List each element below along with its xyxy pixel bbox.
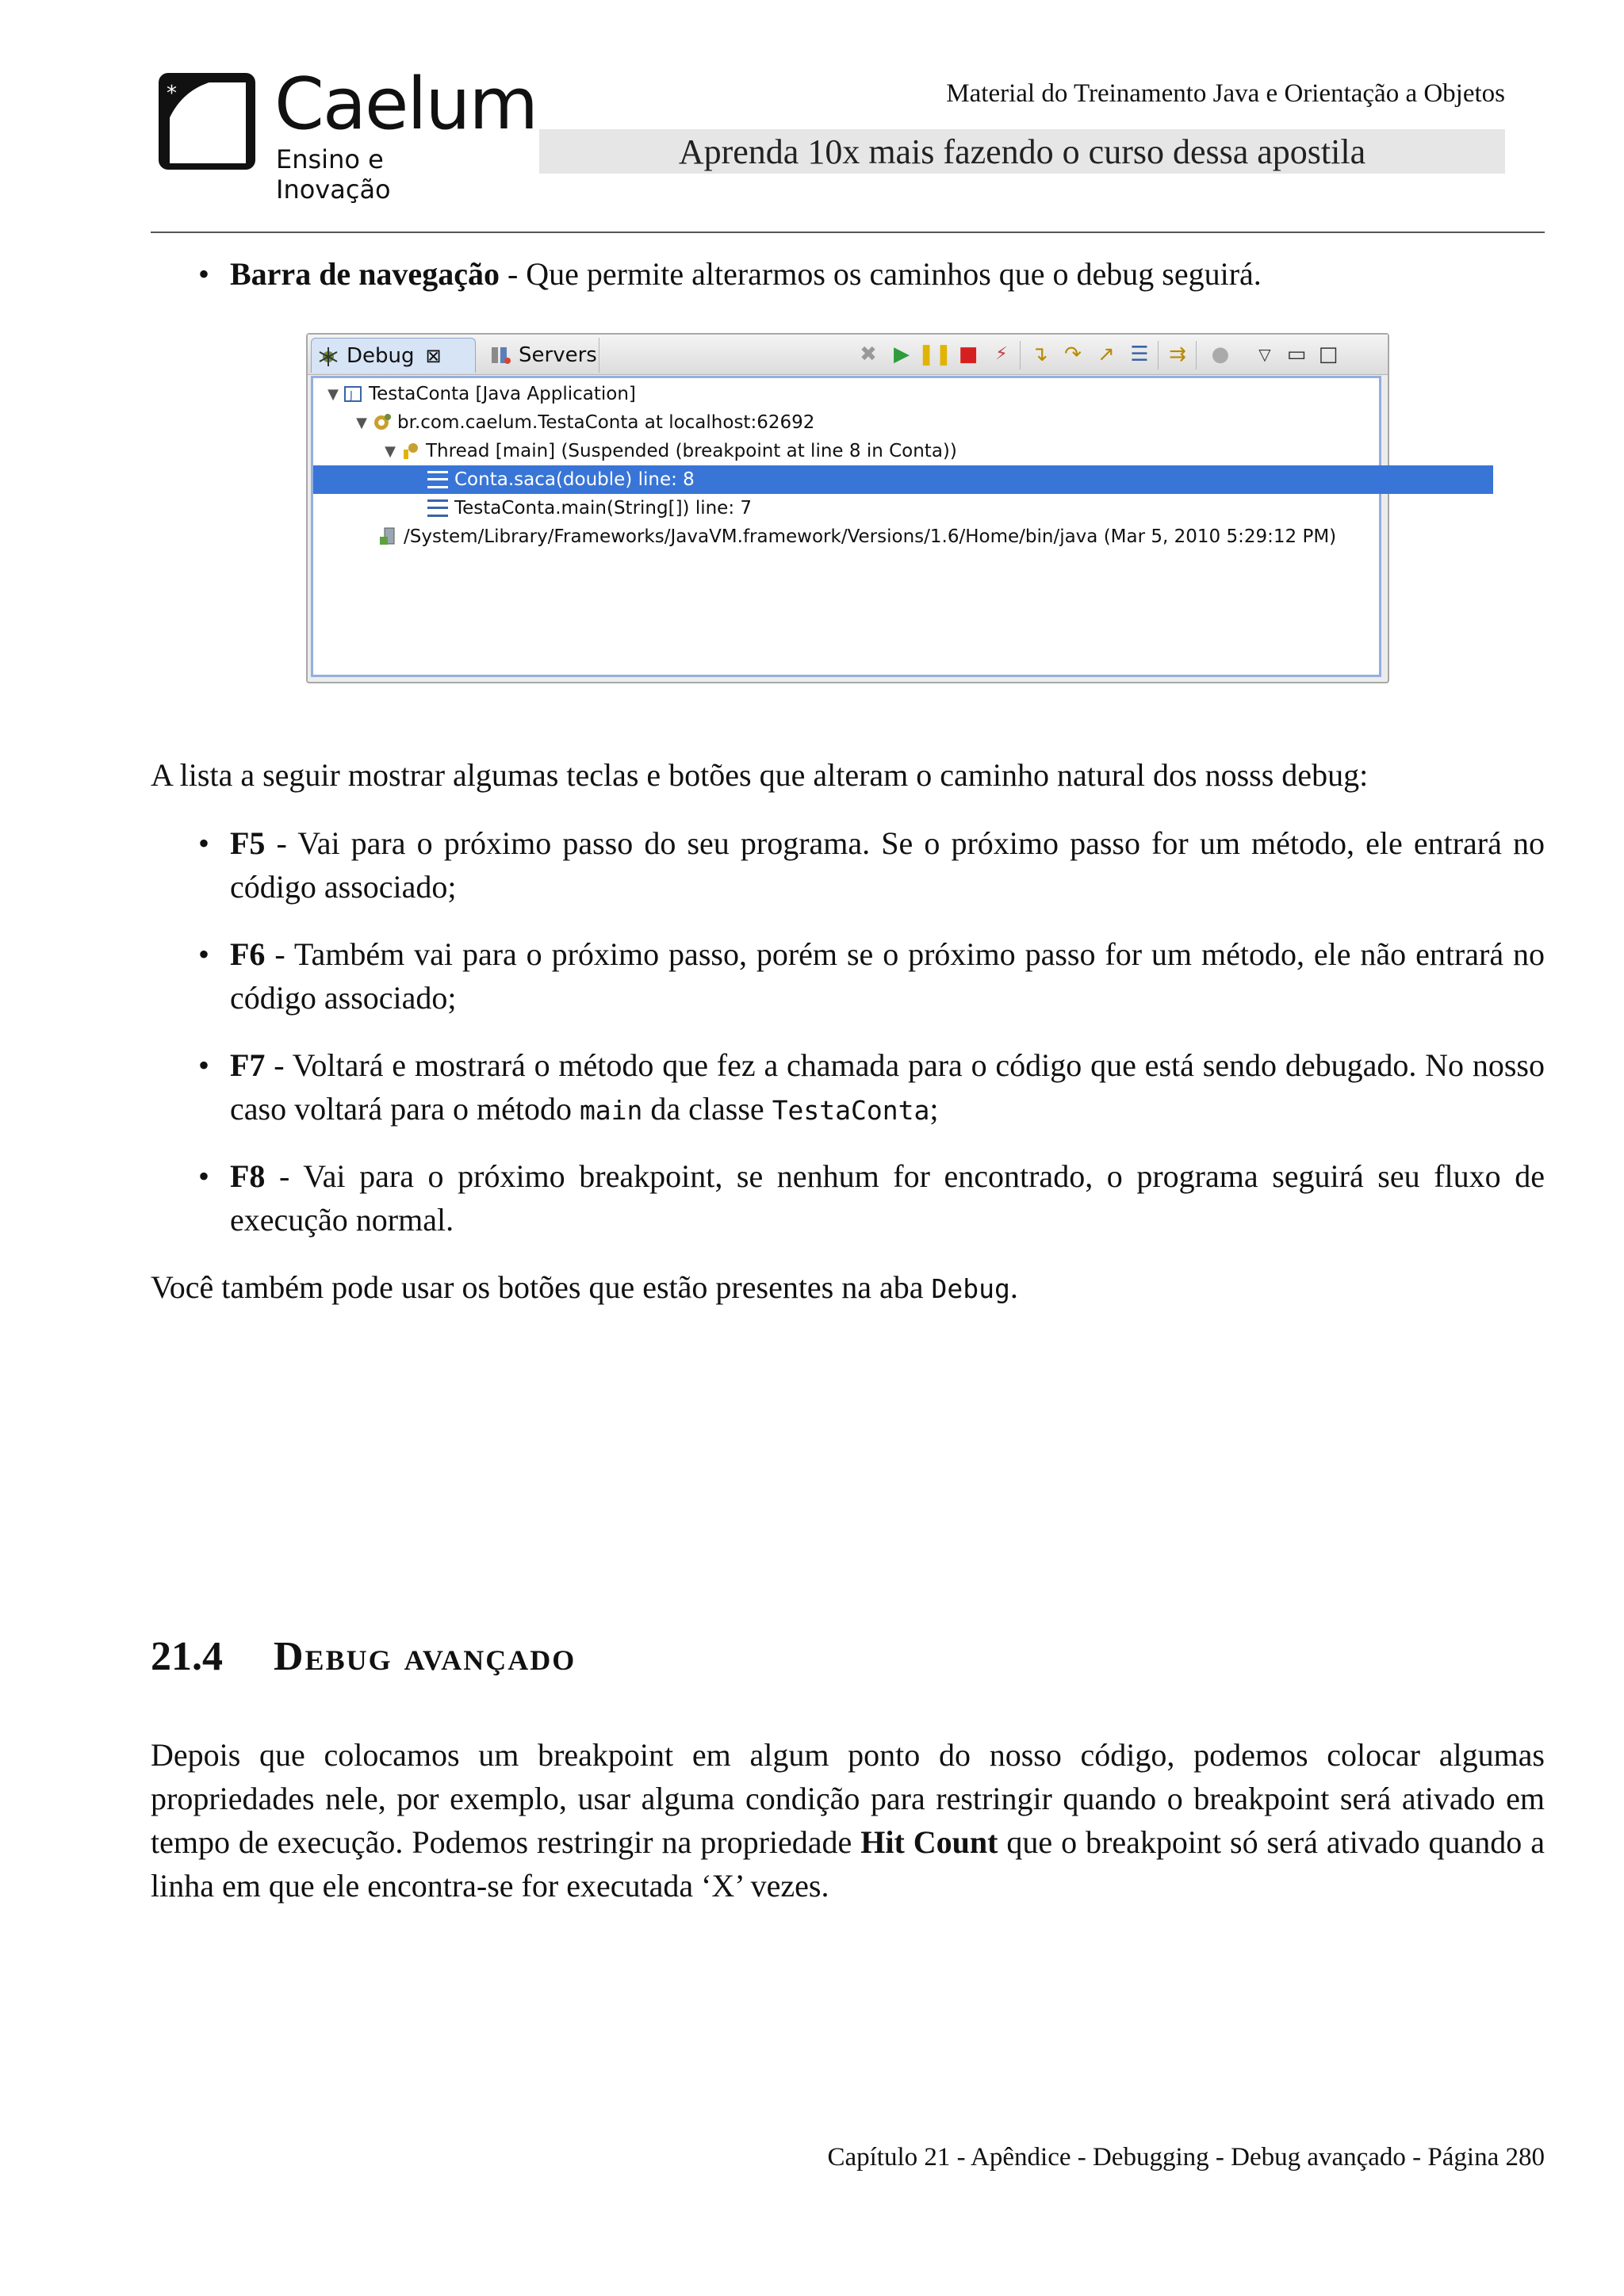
expand-arrow-icon[interactable]: ▼ xyxy=(385,442,396,460)
key-description: - Vai para o próximo passo do seu programa. Se o próximo passo for um método, ele entrará no código associado; xyxy=(230,825,1545,905)
key-f5-bullet xyxy=(230,821,1545,909)
drop-to-frame-icon[interactable]: ☰ xyxy=(1130,342,1149,366)
page-footer: Capítulo 21 - Apêndice - Debugging - Debug avançado - Página 280 xyxy=(827,2143,1545,2172)
maximize-icon[interactable]: □ xyxy=(1318,342,1339,366)
debug-view-screenshot xyxy=(306,333,1389,683)
process-icon xyxy=(377,526,399,548)
code-testaconta: TestaConta xyxy=(772,1095,930,1126)
caelum-logo xyxy=(155,63,538,205)
tab-servers-label: Servers xyxy=(519,343,597,367)
svg-text:J: J xyxy=(350,390,353,402)
tab-debug[interactable] xyxy=(311,338,476,373)
servers-icon xyxy=(488,343,512,367)
key-f7-bullet xyxy=(230,1043,1545,1132)
debug-tree xyxy=(311,376,1381,677)
paragraph-text: Depois que colocamos um breakpoint em algum ponto do nosso código, podemos colocar algumas propriedades nele, por exemplo, usar alguma condição para restringir quando o breakpoint será ativado em tempo de execução. Podemos restringir na propriedade xyxy=(151,1737,1545,1860)
key-label: F7 xyxy=(230,1047,266,1083)
tree-row-stack-frame[interactable] xyxy=(313,494,1493,522)
code-debug: Debug xyxy=(931,1273,1010,1304)
step-into-icon[interactable]: ↴ xyxy=(1031,342,1048,366)
expand-arrow-icon[interactable]: ▼ xyxy=(356,414,367,431)
tree-row-label: Thread [main] (Suspended (breakpoint at line 8 in Conta)) xyxy=(426,441,957,461)
step-over-icon[interactable]: ↷ xyxy=(1064,342,1082,366)
tab-servers[interactable] xyxy=(481,338,599,373)
disconnect-icon[interactable]: ⚡ xyxy=(995,344,1008,364)
tree-row-label: br.com.caelum.TestaConta at localhost:62692 xyxy=(397,412,815,433)
tree-row-thread[interactable] xyxy=(313,437,1447,465)
logo-tagline: Ensino e Inovação xyxy=(276,144,391,205)
step-return-icon[interactable]: ↗ xyxy=(1097,342,1115,366)
expand-arrow-icon[interactable]: ▼ xyxy=(327,385,339,403)
use-step-filters-icon[interactable]: ⇉ xyxy=(1169,342,1186,366)
resume-icon[interactable]: ▶ xyxy=(894,342,910,366)
buttons-note-paragraph xyxy=(151,1265,1545,1311)
view-menu-icon[interactable]: ▽ xyxy=(1258,345,1271,364)
view-tab-bar xyxy=(308,335,1388,375)
section-number: 21.4 xyxy=(151,1634,223,1679)
remove-launches-icon[interactable]: ✖ xyxy=(860,342,877,366)
java-app-icon xyxy=(342,383,364,405)
code-main: main xyxy=(579,1095,643,1126)
tree-row-stack-frame-selected[interactable] xyxy=(313,465,1493,494)
tree-row-debug-target[interactable] xyxy=(313,408,1419,437)
key-description: - Também vai para o próximo passo, porém se o próximo passo for um método, ele não entrará no código associado; xyxy=(230,936,1545,1016)
section-heading xyxy=(151,1633,576,1680)
key-f8-bullet xyxy=(230,1154,1545,1242)
key-label: F5 xyxy=(230,825,266,861)
suspend-icon[interactable]: ❚❚ xyxy=(917,342,952,366)
key-description: da classe xyxy=(642,1091,772,1127)
toolbar-separator xyxy=(1020,341,1021,369)
header-course-title: Material do Treinamento Java e Orientação a Objetos xyxy=(946,79,1505,108)
bullet-term: Barra de navegação xyxy=(230,256,500,292)
key-description: - Voltará e mostrará o método que fez a chamada para o código que está sendo debugado. No nosso caso voltará para o método xyxy=(230,1047,1545,1127)
svg-text:*: * xyxy=(167,82,177,105)
logo-name: Caelum xyxy=(274,63,538,146)
list-intro-paragraph: A lista a seguir mostrar algumas teclas e botões que alteram o caminho natural dos nosss debug: xyxy=(151,757,1369,793)
key-description: ; xyxy=(929,1091,939,1127)
toolbar-separator xyxy=(1196,341,1197,369)
nav-bar-bullet xyxy=(230,252,1545,296)
section-title: Debug avançado xyxy=(274,1634,576,1679)
thread-icon xyxy=(399,440,421,462)
key-description: - Vai para o próximo breakpoint, se nenhum for encontrado, o programa seguirá seu fluxo de execução normal. xyxy=(230,1158,1545,1238)
minimize-icon[interactable]: ▭ xyxy=(1286,342,1307,366)
terminate-icon[interactable]: ■ xyxy=(958,342,979,366)
caelum-logo-mark-icon xyxy=(155,70,259,173)
close-icon[interactable]: ⊠ xyxy=(425,344,442,367)
key-label: F6 xyxy=(230,936,266,972)
note-end: . xyxy=(1009,1269,1018,1305)
key-f6-bullet xyxy=(230,932,1545,1020)
tab-debug-label: Debug xyxy=(347,343,415,368)
tree-row-launch[interactable] xyxy=(313,380,1390,408)
tree-row-process[interactable] xyxy=(313,522,1442,551)
stack-frame-icon xyxy=(427,499,448,517)
tree-row-label: Conta.saca(double) line: 8 xyxy=(454,469,695,490)
note-text: Você também pode usar os botões que estão presentes na aba xyxy=(151,1269,932,1305)
tree-row-label: TestaConta.main(String[]) line: 7 xyxy=(454,498,753,519)
bullet-text: - Que permite alterarmos os caminhos que o debug seguirá. xyxy=(499,256,1262,292)
toolbar-separator xyxy=(1158,341,1159,369)
section-body-paragraph xyxy=(151,1733,1545,1908)
header-banner: Aprenda 10x mais fazendo o curso dessa apostila xyxy=(539,129,1505,174)
debug-target-icon xyxy=(370,411,393,434)
hit-count-term: Hit Count xyxy=(860,1824,998,1860)
paragraph-text: que o breakpoint só será ativado quando a linha em que ele encontra-se for executada ‘X’ vezes. xyxy=(151,1824,1545,1904)
threads-toggle-icon[interactable]: ● xyxy=(1211,342,1230,366)
tree-row-label: /System/Library/Frameworks/JavaVM.framework/Versions/1.6/Home/bin/java (Mar 5, 2010 5:29:12 PM) xyxy=(404,526,1337,547)
header-divider xyxy=(151,232,1545,233)
key-label: F8 xyxy=(230,1158,266,1194)
tree-row-label: TestaConta [Java Application] xyxy=(369,384,636,404)
stack-frame-icon xyxy=(427,471,448,488)
debug-bug-icon xyxy=(316,344,340,368)
